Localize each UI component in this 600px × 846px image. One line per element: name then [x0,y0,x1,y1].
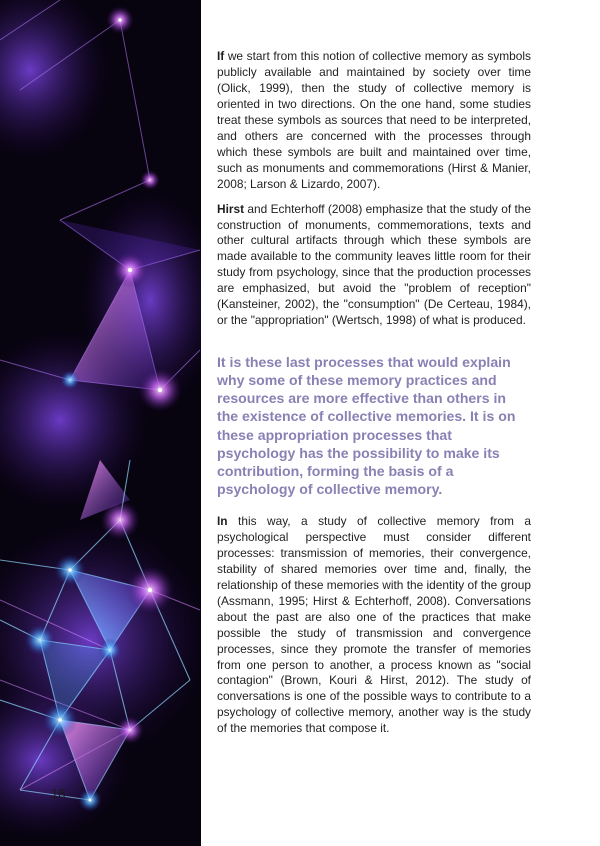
page-number: 18 [51,786,66,801]
paragraph-body: we start from this notion of collective memory as symbols publicly available and maintained by society over time (Olick, 1999), then the study of collective memory is oriented in two directions. On the one hand, some studies treat these symbols as sources that need to be interpreted, and others are concerned with the processes through which these symbols are built and maintained over time, such as monuments and commemorations (Hirst & Manier, 2008; Larson & Lizardo, 2007). [217,49,531,191]
network-artwork-svg [0,0,201,846]
glow-node [24,624,56,656]
paragraph-lead: If [217,49,225,63]
glow-node [98,638,122,662]
paragraph-body: and Echterhoff (2008) emphasize that the study of the construction of monuments, commemorations, texts and other cultural artifacts through which these symbols are made available to the community leaves little room for their study from psychology, since that the production processes are emphasized, but avoid the "problem of reception" (Kansteiner, 2002), the "consumption" (De Certeau, 1984), or the "appropriation" (Wertsch, 1998) of what is produced. [217,201,531,328]
glow-node [140,170,160,190]
paragraph-2 [217,202,531,330]
pull-quote: It is these last processes that would explain why some of these memory practices and resources are more effective than others in the existence of collective memories. It is on these appropriation processes that psychology has the possibility to make its contribution, forming the basis of a psychology of collective memory. [217,354,516,497]
glow-node [60,370,80,390]
neon-network-illustration [0,0,201,846]
paragraph-body: this way, a study of collective memory from a psychological perspective must consider different processes: transmission of memories, their convergence, stability of shared memories over time and, finally, the relationship of these memories with the identity of the group (Assmann, 1995; Hirst & Echterhoff, 2008). Conversations about the past are also one of the practices that make possible the study of transmission and convergence processes, since they promote the transfer of memories from one person to another, a process known as "social contagion" (Brown, Kouri & Hirst, 2012). The study of conversations is one of the possible ways to contribute to a psychology of collective memory, another way is the study of the memories that compose it. [217,513,531,736]
glow-node [100,500,140,540]
paragraph-3 [217,514,531,737]
paragraph-1 [217,49,531,193]
glow-node [116,716,144,744]
ambient-glow [0,0,110,160]
article-text-column [217,49,531,746]
paragraph-lead: In [217,513,228,528]
paragraph-lead: Hirst [217,201,245,216]
